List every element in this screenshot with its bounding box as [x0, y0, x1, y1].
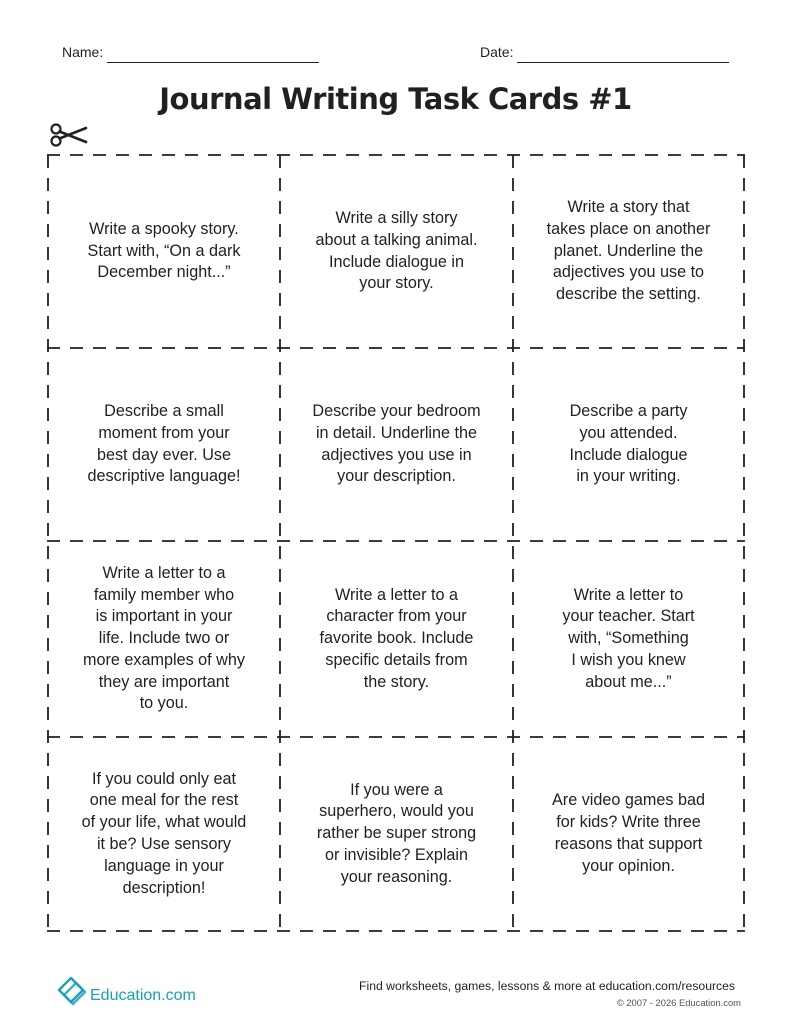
- task-card-10: If you could only eat one meal for the rest of your life, what would it be? Use sensory language in your description!: [81, 769, 247, 897]
- task-card-6: Describe a party you attended. Include dialogue in your writing.: [569, 401, 688, 486]
- task-card-7: Write a letter to a family member who is important in your life. Include two or more examples of why they are important to you.: [83, 563, 245, 713]
- task-card-2: Write a silly story about a talking animal. Include dialogue in your story.: [315, 208, 478, 293]
- page-title: Journal Writing Task Cards #1: [159, 82, 632, 116]
- name-label: Name:: [62, 44, 104, 60]
- scissors-icon: [48, 122, 88, 148]
- footer-copyright: © 2007 - 2026 Education.com: [616, 997, 741, 1008]
- task-card-9: Write a letter to your teacher. Start with, “Something I wish you knew about me...”: [562, 585, 695, 691]
- education-logo-icon[interactable]: [55, 972, 91, 1008]
- task-card-3: Write a story that takes place on another planet. Underline the adjectives you use to describe the setting.: [546, 198, 711, 304]
- footer-tagline: Find worksheets, games, lessons & more at education.com/resources: [359, 979, 735, 993]
- task-card-8: Write a letter to a character from your favorite book. Include specific details from the story.: [319, 585, 474, 691]
- task-card-5: Describe your bedroom in detail. Underline the adjectives you use in your description.: [312, 401, 481, 486]
- date-label: Date:: [480, 44, 514, 60]
- name-field[interactable]: [107, 62, 319, 63]
- task-card-12: Are video games bad for kids? Write three reasons that support your opinion.: [552, 791, 705, 875]
- date-field[interactable]: [517, 62, 729, 63]
- task-card-4: Describe a small moment from your best day ever. Use descriptive language!: [87, 401, 241, 486]
- education-logo-text[interactable]: Education.com: [90, 987, 196, 1004]
- task-card-1: Write a spooky story. Start with, “On a dark December night...”: [87, 219, 241, 282]
- task-card-11: If you were a superhero, would you rather be super strong or invisible? Explain your reasoning.: [316, 780, 477, 886]
